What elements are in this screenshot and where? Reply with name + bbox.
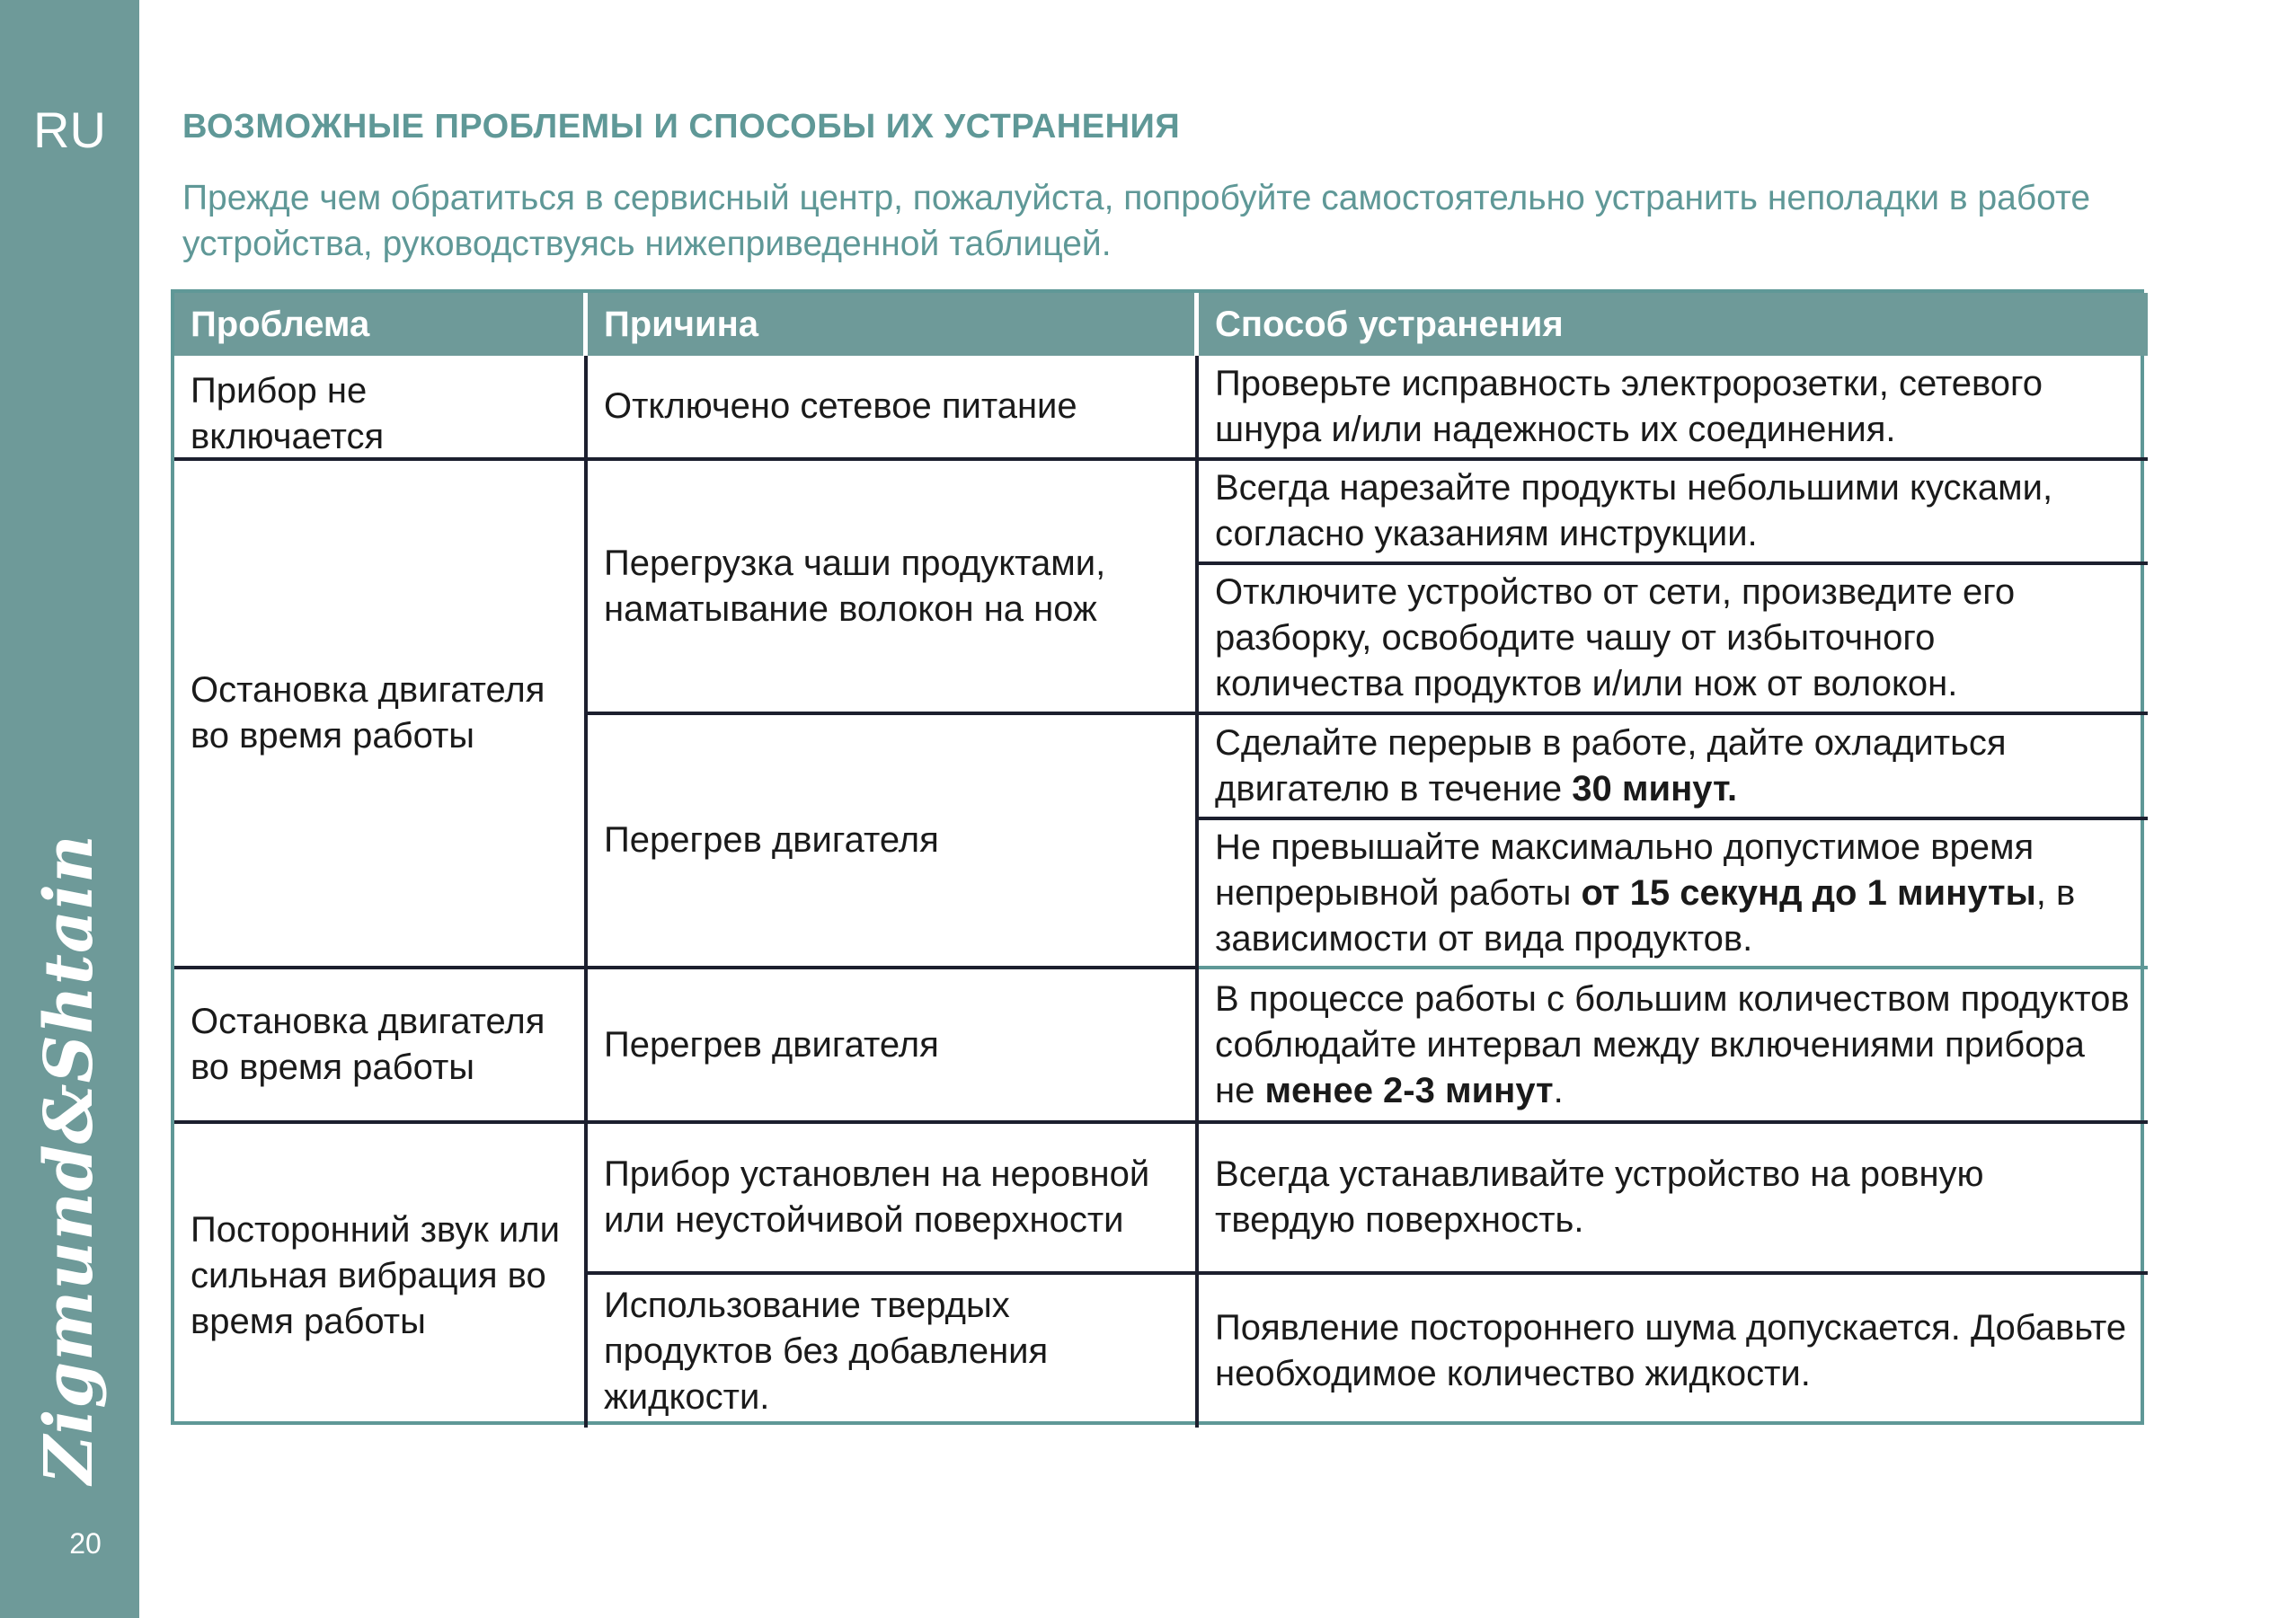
solution-cell (1199, 1275, 2148, 1428)
header-cause: Причина (588, 293, 1199, 356)
solution-text-start: Сделайте перерыв в работе, дайте охладиться двигателю в течение (1215, 722, 2007, 809)
solution-text: Всегда нарезайте продукты небольшими кусками, согласно указаниям инструкции. (1215, 468, 2053, 553)
cause-cell: Перегрев двигателя (588, 969, 1199, 1124)
brand-logo: Zigmund&Shtain (31, 834, 108, 1484)
cause-cell: Перегрев двигателя (588, 715, 1199, 969)
solution-text-end: . (1553, 1070, 1564, 1110)
solution-text: Отключите устройство от сети, произведите его разборку, освободите чашу от избыточного количества продуктов и/или нож от волокон. (1215, 572, 2016, 703)
solution-text (1215, 825, 2132, 962)
solution-text-start: В процессе работы с большим количеством продуктов соблюдайте интервал между включениями прибора не (1215, 978, 2130, 1110)
solution-text: Всегда устанавливайте устройство на ровную твердую поверхность. (1215, 1154, 1984, 1240)
header-solution: Способ устранения (1199, 293, 2148, 356)
solution-emphasis: менее 2-3 минут (1264, 1070, 1554, 1110)
sidebar (0, 0, 139, 1618)
page-title: ВОЗМОЖНЫЕ ПРОБЛЕМЫ И СПОСОБЫ ИХ УСТРАНЕНИЯ (182, 108, 1181, 146)
problem-cell: Остановка двигателя во время работы (174, 461, 588, 969)
solution-cell (1199, 969, 2148, 1124)
solution-text: Проверьте исправность электророзетки, сетевого шнура и/или надежность их соединения. (1215, 363, 2043, 449)
solution-text (1215, 721, 2132, 812)
solution-cell (1199, 820, 2148, 969)
solution-cell (1199, 1124, 2148, 1275)
problem-cell: Посторонний звук или сильная вибрация во время работы (174, 1124, 588, 1428)
solution-cell (1199, 565, 2148, 715)
cause-cell: Перегрузка чаши продуктами, наматывание волокон на нож (588, 461, 1199, 715)
header-problem: Проблема (174, 293, 588, 356)
problem-cell: Остановка двигателя во время работы (174, 969, 588, 1124)
cause-cell: Отключено сетевое питание (588, 356, 1199, 461)
language-label: RU (33, 102, 106, 158)
solution-text-start: Не превышайте максимально допустимое время непрерывной работы (1215, 827, 2034, 913)
solution-text-end: , в зависимости от вида продуктов. (1215, 872, 2076, 959)
solution-emphasis: от 15 секунд до 1 минуты (1581, 872, 2036, 913)
troubleshooting-table (171, 289, 2144, 1425)
page-number: 20 (69, 1527, 102, 1560)
solution-cell (1199, 461, 2148, 565)
intro-paragraph: Прежде чем обратиться в сервисный центр, пожалуйста, попробуйте самостоятельно устранить неполадки в работе устройства, руководствуясь нижеприведенной таблицей. (182, 179, 2091, 263)
cause-cell: Прибор установлен на неровной или неустойчивой поверхности (588, 1124, 1199, 1275)
problem-cell: Прибор не включается (174, 356, 588, 461)
solution-cell (1199, 356, 2148, 461)
solution-cell (1199, 715, 2148, 820)
solution-text (1215, 977, 2132, 1114)
solution-text: Появление постороннего шума допускается. Добавьте необходимое количество жидкости. (1215, 1308, 2127, 1393)
cause-cell: Использование твердых продуктов без добавления жидкости. (588, 1275, 1199, 1428)
solution-emphasis: 30 минут. (1572, 768, 1738, 809)
